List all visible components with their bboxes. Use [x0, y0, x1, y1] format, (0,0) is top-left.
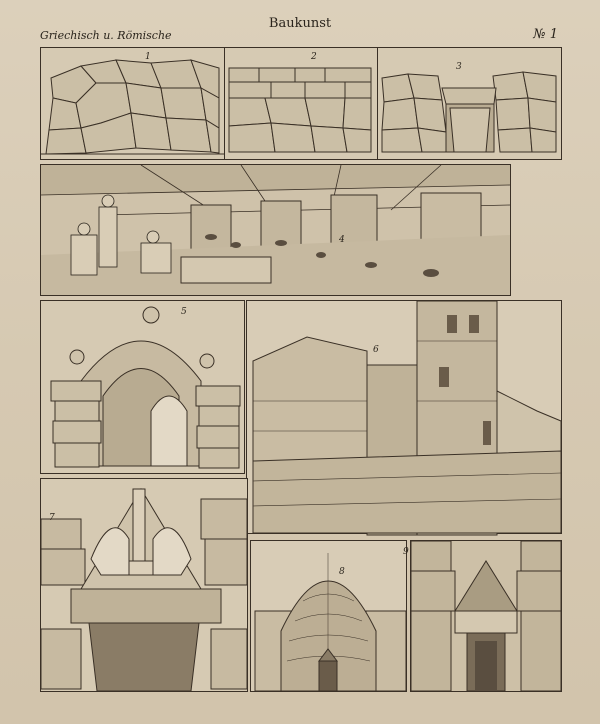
beehive-tomb-illustration	[251, 541, 406, 691]
figure-6-church-tower	[246, 300, 562, 534]
polygonal-wall-illustration	[41, 48, 224, 159]
church-illustration	[247, 301, 561, 533]
figure-2-coursed-wall	[224, 47, 378, 160]
figure-number: 3	[456, 62, 462, 72]
plate-number: № 1	[533, 27, 558, 42]
coursed-wall-illustration	[225, 48, 377, 159]
figure-9-corbelled-gate	[403, 540, 562, 692]
wall-gate-illustration	[378, 48, 561, 159]
figure-number: 6	[373, 345, 379, 355]
figure-8-beehive-tomb	[250, 540, 407, 692]
figure-number: 4	[339, 235, 345, 245]
figure-3-wall-with-gate	[377, 47, 562, 160]
hall-interior-illustration	[41, 165, 510, 295]
corbelled-gate-illustration	[411, 541, 561, 691]
lion-gate-illustration	[41, 479, 247, 691]
figure-number: 9	[403, 547, 409, 557]
figure-number: 5	[181, 307, 187, 317]
figure-number: 7	[49, 513, 55, 523]
figure-5-arched-gateway	[40, 300, 245, 474]
figure-number: 2	[311, 52, 317, 62]
figure-number: 8	[339, 567, 345, 577]
plate-subtitle: Griechisch u. Römische	[40, 29, 172, 42]
plate-title: Baukunst	[268, 16, 332, 31]
figure-1-polygonal-wall	[40, 47, 225, 160]
figure-number: 1	[145, 52, 151, 62]
figure-7-lion-gate	[40, 478, 248, 692]
arch-illustration	[41, 301, 244, 473]
figure-4-underground-hall	[40, 164, 511, 296]
